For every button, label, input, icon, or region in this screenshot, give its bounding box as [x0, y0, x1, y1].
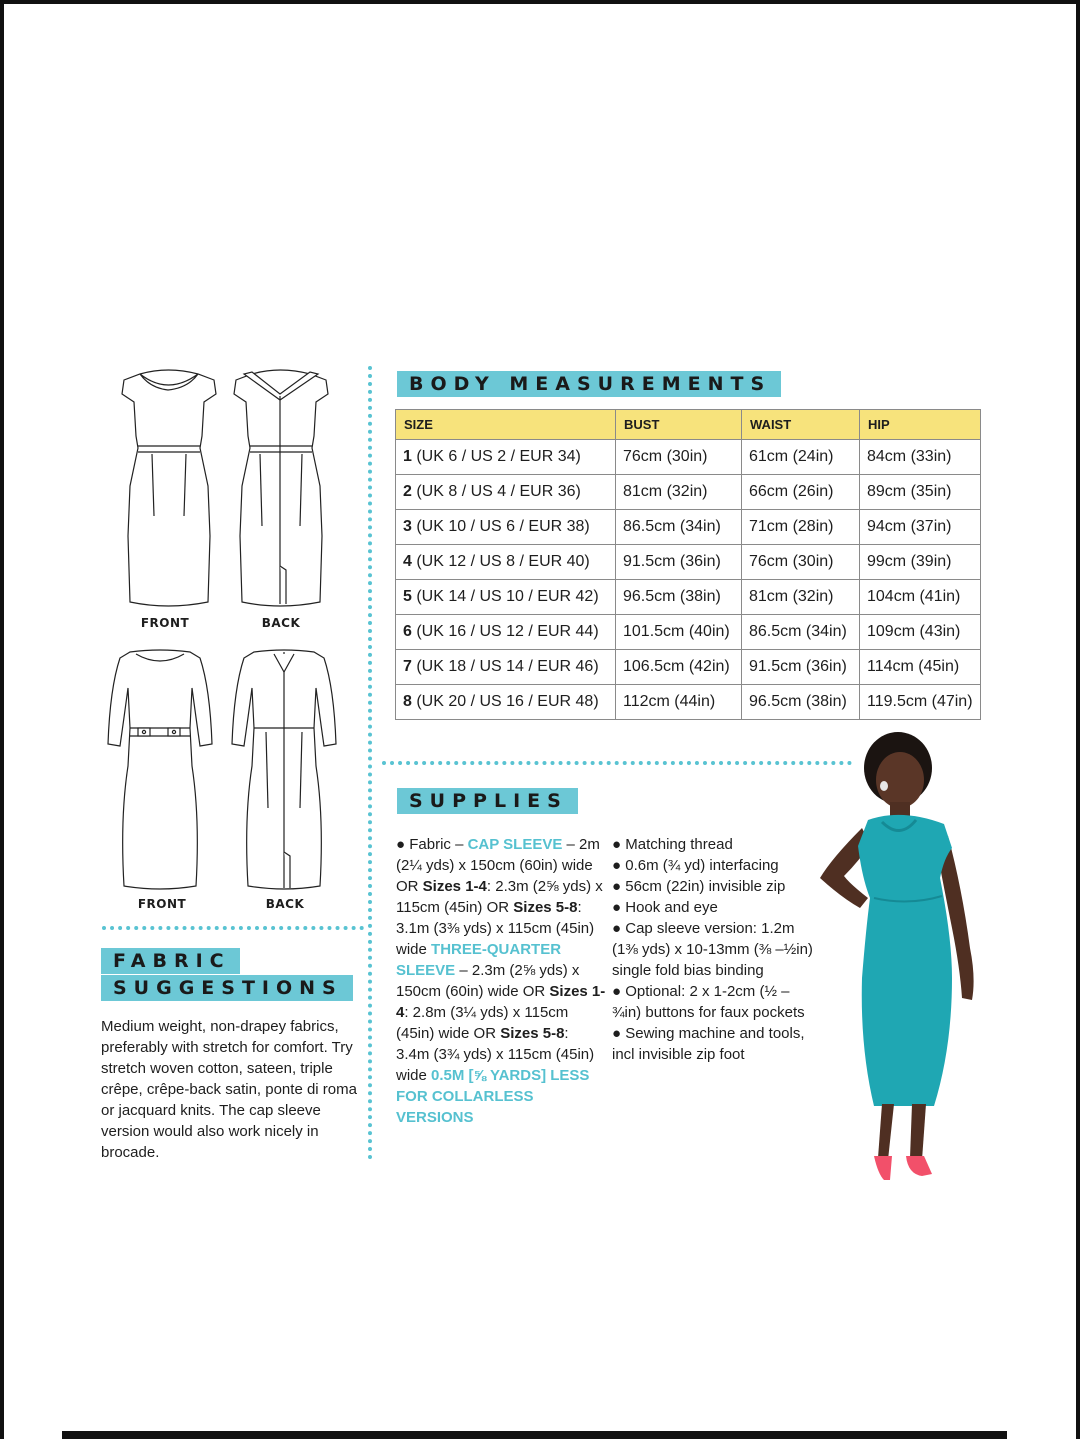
- collarless-note: 0.5M [⅝ YARDS] LESS FOR COLLARLESS VERSIONS: [396, 1067, 590, 1126]
- size-cell: [396, 545, 616, 580]
- bust-cell: 76cm (30in): [616, 440, 742, 475]
- size-equivalents: (UK 8 / US 4 / EUR 36): [411, 483, 581, 500]
- table-row: [396, 475, 981, 510]
- supplies-text: : 2.8m (3¼ yds) x 115cm (45in) wide OR: [396, 1004, 569, 1042]
- sketch-label-back: BACK: [261, 616, 301, 630]
- supply-item: ● Cap sleeve version: 1.2m (1⅜ yds) x 10-13mm (⅜ –½in) single fold bias binding: [612, 918, 817, 981]
- suggestions-heading: SUGGESTIONS: [101, 975, 353, 1001]
- supplies-text: – 2m (2¼ yds) x 150cm (60in) wide OR: [396, 836, 600, 895]
- bullet: [396, 836, 409, 853]
- hip-cell: 94cm (37in): [860, 510, 981, 545]
- sketch-label-back: BACK: [265, 897, 305, 911]
- three-quarter-sleeve-back-sketch: [228, 648, 340, 892]
- vertical-divider: [368, 366, 372, 1160]
- size-cell: [396, 650, 616, 685]
- bust-cell: 96.5cm (38in): [616, 580, 742, 615]
- hip-cell: 104cm (41in): [860, 580, 981, 615]
- waist-cell: 81cm (32in): [742, 580, 860, 615]
- size-number: 1: [403, 448, 412, 465]
- cap-sleeve-back-sketch: [230, 366, 332, 610]
- supply-item: ● 56cm (22in) invisible zip: [612, 876, 817, 897]
- waist-cell: 91.5cm (36in): [742, 650, 860, 685]
- sizes-label: Sizes 5-8: [500, 1025, 565, 1042]
- hip-cell: 114cm (45in): [860, 650, 981, 685]
- hip-cell: 89cm (35in): [860, 475, 981, 510]
- bust-cell: 106.5cm (42in): [616, 650, 742, 685]
- body-measurements-heading: BODY MEASUREMENTS: [397, 371, 781, 397]
- size-cell: [396, 475, 616, 510]
- table-row: [396, 580, 981, 615]
- hip-cell: 99cm (39in): [860, 545, 981, 580]
- size-cell: [396, 440, 616, 475]
- supply-item: ● 0.6m (¾ yd) interfacing: [612, 855, 817, 876]
- size-number: 8: [403, 693, 412, 710]
- sizes-label: Sizes 5-8: [513, 899, 578, 916]
- column-header-hip: HIP: [860, 410, 981, 440]
- cap-sleeve-label: CAP SLEEVE: [467, 836, 563, 853]
- body-measurements-table: [395, 409, 981, 720]
- sizes-label: Sizes 1-4: [396, 983, 606, 1021]
- size-equivalents: (UK 12 / US 8 / EUR 40): [411, 553, 590, 570]
- column-header-bust: BUST: [616, 410, 742, 440]
- sketch-label-front: FRONT: [137, 897, 187, 911]
- table-row: [396, 650, 981, 685]
- waist-cell: 96.5cm (38in): [742, 685, 860, 720]
- supplies-text: – 2.3m (2⅝ yds) x 150cm (60in) wide OR: [396, 962, 580, 1000]
- bottom-edge-bar: [62, 1431, 1007, 1439]
- column-header-waist: WAIST: [742, 410, 860, 440]
- supplies-heading: SUPPLIES: [397, 788, 578, 814]
- hip-cell: 84cm (33in): [860, 440, 981, 475]
- fabric-suggestions-text: Medium weight, non-drapey fabrics, preferably with stretch for comfort. Try stretch woven cotton, sateen, triple crêpe, crêpe-back satin, ponte di roma or jacquard knits. The cap sleeve version would also work nicely in brocade.: [101, 1018, 357, 1161]
- horizontal-divider-left: [102, 926, 364, 930]
- column-header-size: SIZE: [396, 410, 616, 440]
- supplies-fabric-paragraph: [396, 834, 606, 1128]
- supplies-list: [612, 834, 817, 1065]
- size-number: 5: [403, 588, 412, 605]
- bust-cell: 112cm (44in): [616, 685, 742, 720]
- sizes-label: Sizes 1-4: [422, 878, 487, 895]
- bust-cell: 86.5cm (34in): [616, 510, 742, 545]
- size-number: 4: [403, 553, 412, 570]
- size-equivalents: (UK 10 / US 6 / EUR 38): [411, 518, 590, 535]
- supply-item: ● Matching thread: [612, 834, 817, 855]
- size-equivalents: (UK 20 / US 16 / EUR 48): [411, 693, 599, 710]
- bust-cell: 101.5cm (40in): [616, 615, 742, 650]
- three-quarter-sleeve-label: THREE-QUARTER SLEEVE: [396, 941, 562, 979]
- size-number: 2: [403, 483, 412, 500]
- bust-cell: 91.5cm (36in): [616, 545, 742, 580]
- table-row: [396, 510, 981, 545]
- size-cell: [396, 685, 616, 720]
- table-row: [396, 545, 981, 580]
- size-cell: [396, 615, 616, 650]
- size-equivalents: (UK 6 / US 2 / EUR 34): [411, 448, 581, 465]
- supply-item: ● Hook and eye: [612, 897, 817, 918]
- size-number: 7: [403, 658, 412, 675]
- supply-item: ● Optional: 2 x 1-2cm (½ – ¾in) buttons for faux pockets: [612, 981, 817, 1023]
- size-equivalents: (UK 16 / US 12 / EUR 44): [411, 623, 599, 640]
- waist-cell: 61cm (24in): [742, 440, 860, 475]
- supplies-text: : 3.1m (3⅜ yds) x 115cm (45in) wide: [396, 899, 595, 958]
- size-cell: [396, 510, 616, 545]
- table-row: [396, 440, 981, 475]
- supplies-text: : 3.4m (3¾ yds) x 115cm (45in) wide: [396, 1025, 595, 1084]
- hip-cell: 109cm (43in): [860, 615, 981, 650]
- table-row: [396, 615, 981, 650]
- size-equivalents: (UK 14 / US 10 / EUR 42): [411, 588, 599, 605]
- horizontal-divider-right: [382, 761, 852, 765]
- size-number: 3: [403, 518, 412, 535]
- size-number: 6: [403, 623, 412, 640]
- fabric-label: Fabric –: [409, 836, 468, 853]
- size-cell: [396, 580, 616, 615]
- model-photo: [812, 728, 992, 1190]
- supplies-text: : 2.3m (2⅝ yds) x 115cm (45in) OR: [396, 878, 603, 916]
- waist-cell: 76cm (30in): [742, 545, 860, 580]
- supply-item: ● Sewing machine and tools, incl invisible zip foot: [612, 1023, 817, 1065]
- size-equivalents: (UK 18 / US 14 / EUR 46): [411, 658, 599, 675]
- sketch-label-front: FRONT: [140, 616, 190, 630]
- table-row: [396, 685, 981, 720]
- three-quarter-sleeve-front-sketch: [104, 648, 216, 892]
- cap-sleeve-front-sketch: [118, 366, 220, 610]
- table-header-row: [396, 410, 981, 440]
- bust-cell: 81cm (32in): [616, 475, 742, 510]
- waist-cell: 71cm (28in): [742, 510, 860, 545]
- waist-cell: 66cm (26in): [742, 475, 860, 510]
- fabric-heading: FABRIC: [101, 948, 240, 974]
- hip-cell: 119.5cm (47in): [860, 685, 981, 720]
- waist-cell: 86.5cm (34in): [742, 615, 860, 650]
